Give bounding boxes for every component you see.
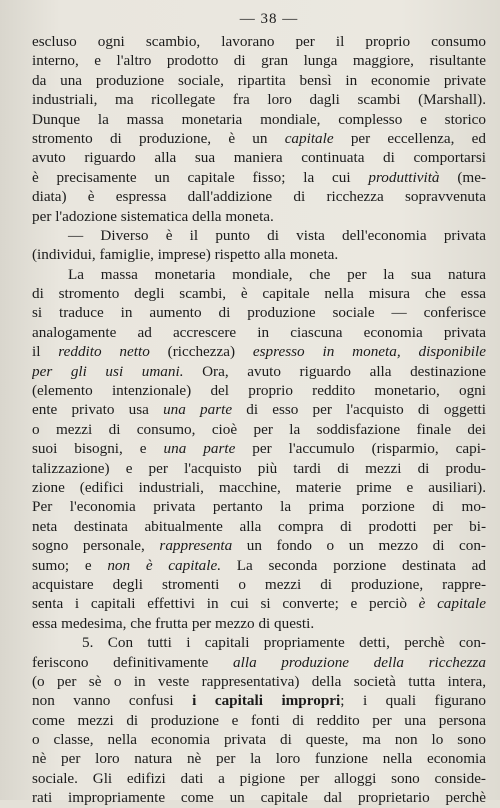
italic-text: rappresenta — [159, 537, 233, 555]
text-segment: nè per loro natura nè per la loro funzione nella economia — [32, 750, 486, 768]
text-segment: escluso ogni scambio, lavorano per il proprio consumo — [32, 33, 486, 50]
text-segment: per eccellenza, ed — [333, 129, 486, 147]
text-segment: rati impropriamente come un capitale dal proprietario perchè — [32, 789, 486, 807]
text-segment: è precisamente un capitale fisso; la cui — [32, 168, 369, 186]
text-line — [32, 769, 486, 788]
text-segment: talizzazione) e per l'acquisto più tardi di mezzi di produ- — [32, 459, 486, 477]
text-segment: stromento di produzione, è un — [32, 129, 285, 147]
text-segment: di esso per l'acquisto di oggetti — [232, 401, 486, 419]
italic-text: una parte — [163, 440, 236, 458]
text-segment: per l'adozione sistematica della moneta. — [32, 207, 274, 225]
text-segment: interno, e l'altro prodotto di gran lunga maggiore, risultante — [32, 52, 486, 70]
text-segment: si traduce in aumento di produzione sociale — conferisce — [32, 304, 486, 322]
text-line — [32, 672, 486, 691]
italic-text: reddito netto — [58, 343, 150, 361]
italic-text: per gli usi umani. — [32, 362, 184, 380]
text-line — [32, 614, 486, 633]
text-segment: (ricchezza) — [149, 343, 253, 361]
text-line — [32, 226, 486, 245]
text-segment: Per l'economia privata pertanto la prima porzione di mo- — [32, 498, 486, 516]
text-line — [32, 207, 486, 226]
text-line — [32, 400, 486, 419]
text-line — [32, 711, 486, 730]
text-segment: (elemento intenzionale) del proprio reddito monetario, ogni — [32, 382, 486, 400]
text-line — [32, 110, 486, 129]
text-segment: senta i capitali effettivi in cui si converte; e perciò — [32, 595, 419, 613]
text-segment: avuto riguardo alla sua maniera continuata di comportarsi — [32, 149, 486, 167]
text-segment: (individui, famiglie, imprese) rispetto alla moneta. — [32, 246, 339, 264]
text-segment: per l'accumulo (risparmio, capi- — [235, 440, 486, 458]
text-line — [32, 749, 486, 768]
text-line — [32, 517, 486, 536]
text-line — [32, 691, 486, 710]
text-segment: acquistare degli stromenti o mezzi di produzione, rappre- — [32, 575, 486, 593]
italic-text: espresso in moneta, disponibile — [252, 343, 486, 361]
text-segment: feriscono definitivamente — [32, 653, 234, 671]
text-line — [32, 730, 486, 749]
text-line — [32, 653, 486, 672]
text-line — [32, 168, 486, 187]
text-segment: La massa monetaria mondiale, che per la sua natura — [68, 265, 486, 283]
text-segment: il — [32, 343, 59, 361]
text-segment: sociale. Gli edifizi dati a pigione per alloggi sono conside- — [32, 769, 486, 787]
text-line — [32, 420, 486, 439]
text-segment: industriali, ma ricollegate fra loro dagli scambi (Marshall). — [32, 91, 486, 109]
text-segment: sogno personale, — [32, 537, 160, 555]
text-line — [32, 439, 486, 458]
text-segment: diata) è espressa dall'addizione di ricchezza sopravvenuta — [32, 188, 486, 206]
text-segment: — Diverso è il punto di vista dell'economia privata — [68, 226, 486, 244]
text-segment: Ora, avuto riguardo alla destinazione — [183, 362, 486, 380]
text-segment: sumo; e — [32, 556, 108, 574]
text-line — [32, 265, 486, 284]
text-segment: neta destinata abitualmente alla compra di prodotti per bi- — [32, 517, 486, 535]
text-line — [32, 90, 486, 109]
bold-text: i capitali impropri — [192, 692, 341, 710]
text-segment: (me- — [439, 168, 486, 186]
text-line — [32, 187, 486, 206]
text-segment: analogamente ad accrescere in ciascuna economia privata — [32, 323, 486, 341]
text-line — [32, 497, 486, 516]
text-line — [32, 556, 486, 575]
text-line — [32, 323, 486, 342]
text-line — [32, 575, 486, 594]
text-line — [32, 71, 486, 90]
text-line — [32, 459, 486, 478]
text-line — [32, 633, 486, 652]
text-line — [32, 284, 486, 303]
text-segment: ; i quali figurano — [340, 692, 486, 710]
text-line — [32, 478, 486, 497]
text-segment: essa medesima, che frutta per mezzo di questi. — [32, 614, 315, 632]
text-segment: (o per sè o in veste rappresentativa) della società tutta intera, — [32, 672, 486, 690]
italic-text: è capitale — [418, 595, 486, 613]
text-line — [32, 32, 486, 51]
text-line — [32, 129, 486, 148]
text-segment: un fondo o un mezzo di con- — [232, 537, 486, 555]
text-line — [32, 788, 486, 807]
italic-text: capitale — [284, 129, 334, 147]
text-line — [32, 536, 486, 555]
text-line — [32, 148, 486, 167]
text-line — [32, 303, 486, 322]
text-segment: di stromento degli scambi, è capitale nella misura che essa — [32, 285, 486, 303]
text-segment: come mezzi di produzione e fonti di reddito per una persona — [32, 711, 486, 729]
text-segment: 5. Con tutti i capitali propriamente detti, perchè con- — [82, 634, 486, 652]
text-segment: zione (edifici industriali, macchine, materie prime e ausiliari). — [32, 478, 486, 496]
text-body — [32, 32, 486, 808]
page-number: — 38 — — [239, 11, 299, 27]
italic-text: produttività — [368, 168, 440, 186]
text-line — [32, 342, 486, 361]
text-segment: suoi bisogni, e — [32, 440, 164, 458]
text-segment: o mezzi di consumo, cioè per la soddisfazione finale dei — [32, 420, 486, 438]
text-segment: o classe, nella economia privata di queste, ma non lo sono — [32, 731, 486, 749]
text-segment: ente privato usa — [32, 401, 164, 419]
text-line — [32, 51, 486, 70]
text-segment: Dunque la massa monetaria mondiale, complesso e storico — [32, 110, 486, 128]
text-segment: da una produzione sociale, ripartita bensì in economie private — [32, 71, 486, 89]
text-segment: La seconda porzione destinata ad — [221, 556, 486, 574]
italic-text: alla produzione della ricchezza — [233, 653, 486, 671]
text-line — [32, 245, 486, 264]
italic-text: non è capitale. — [107, 556, 222, 574]
text-segment: non vanno confusi — [32, 692, 193, 710]
text-line — [32, 381, 486, 400]
text-line — [32, 362, 486, 381]
italic-text: una parte — [163, 401, 233, 419]
text-line — [32, 594, 486, 613]
